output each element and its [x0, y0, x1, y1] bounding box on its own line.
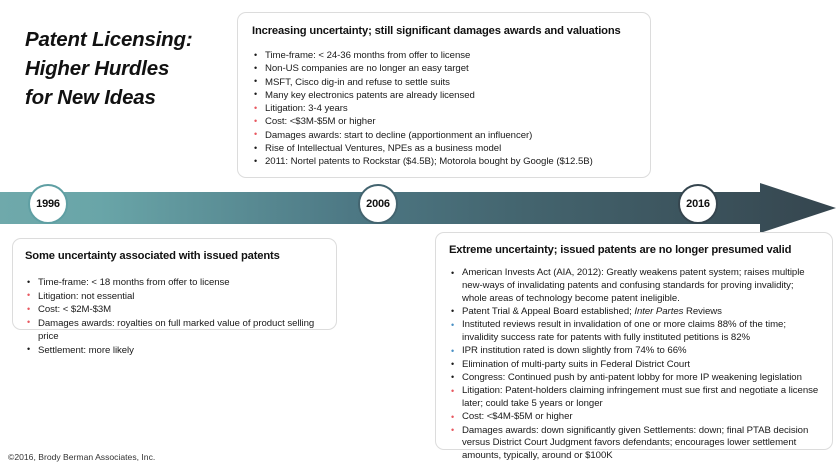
list-item: • Time-frame: < 18 months from offer to license [25, 276, 324, 290]
page-title-line-2: Higher Hurdles [25, 57, 170, 81]
list-item: • Elimination of multi-party suits in Federal District Court [449, 359, 819, 372]
list-item: • 2011: Nortel patents to Rockstar ($4.5B); Motorola bought by Google ($12.5B) [252, 155, 636, 168]
list-item: • IPR institution rated is down slightly from 74% to 66% [449, 345, 819, 358]
list-item: • Damages awards: royalties on full marked value of product selling price [25, 317, 324, 344]
panel-increasing-uncertainty [237, 12, 651, 178]
list-item: • Litigation: 3-4 years [252, 102, 636, 115]
list-item-text-red: Damages awards: down significantly given [462, 424, 641, 436]
list-item: • Many key electronics patents are already licensed [252, 89, 636, 102]
panel-bottom-right-heading: Extreme uncertainty; issued patents are no longer presumed valid [449, 244, 792, 256]
page-title-line-1: Patent Licensing: [25, 28, 193, 51]
list-item: • Congress: Continued push by anti-patent lobby for more IP weakening legislation [449, 372, 819, 385]
list-item-text-black: Settlements: down; final PTAB decision versus District Court Judgment favors defendants; encourages lower settlement amounts, typically, around or $100K [462, 424, 809, 462]
list-item: • Litigation: Patent-holders claiming infringement must sue first and negotiate a license later; could take 5 years or longer [449, 385, 819, 411]
list-item: • Cost: < $2M-$3M [25, 303, 324, 317]
timeline-marker-2006[interactable] [358, 184, 398, 224]
list-item: • Litigation: not essential [25, 290, 324, 304]
page-title-line-3: for New Ideas [25, 86, 156, 110]
panel-bottom-left-heading: Some uncertainty associated with issued patents [25, 250, 280, 262]
panel-bottom-left-bullet-list [25, 276, 324, 358]
timeline-marker-2016[interactable] [678, 184, 718, 224]
list-item: • Cost: <$3M-$5M or higher [252, 115, 636, 128]
list-item: • Non-US companies are no longer an easy target [252, 62, 636, 75]
list-item: • Damages awards: start to decline (apportionment an influencer) [252, 129, 636, 142]
list-item: • Instituted reviews result in invalidation of one or more claims 88% of the time; invalidity success rate for patents with fully instituted petitions is 82% [449, 319, 819, 345]
list-item: • Settlement: more likely [25, 344, 324, 358]
panel-top-heading: Increasing uncertainty; still significant damages awards and valuations [252, 25, 621, 37]
panel-bottom-right-bullet-list [449, 267, 819, 463]
list-item: • Time-frame: < 24-36 months from offer to license [252, 49, 636, 62]
list-item: • MSFT, Cisco dig-in and refuse to settle suits [252, 76, 636, 89]
list-item [449, 306, 819, 319]
list-item: • Rise of Intellectual Ventures, NPEs as a business model [252, 142, 636, 155]
panel-top-bullet-list [252, 49, 636, 169]
timeline-year-label: 2016 [686, 198, 710, 210]
list-item [449, 425, 819, 463]
list-item-text: Patent Trial & Appeal Board established; Inter Partes Reviews [462, 305, 722, 317]
panel-some-uncertainty [12, 238, 337, 356]
timeline-marker-1996[interactable] [28, 184, 68, 224]
inter-partes-italic-text: Inter Partes [634, 305, 684, 317]
timeline-year-label: 1996 [36, 198, 60, 210]
list-item: • American Invests Act (AIA, 2012): Greatly weakens patent system; raises multiple new-ways of invalidating patents and confusing standards for proving invalidity; whole areas of technology become patent ineligible. [449, 267, 819, 305]
copyright-notice: ©2016, Brody Berman Associates, Inc. [8, 452, 156, 462]
page-title [25, 25, 230, 112]
panel-extreme-uncertainty [435, 232, 833, 462]
list-item: • Cost: <$4M-$5M or higher [449, 411, 819, 424]
timeline-year-label: 2006 [366, 198, 390, 210]
